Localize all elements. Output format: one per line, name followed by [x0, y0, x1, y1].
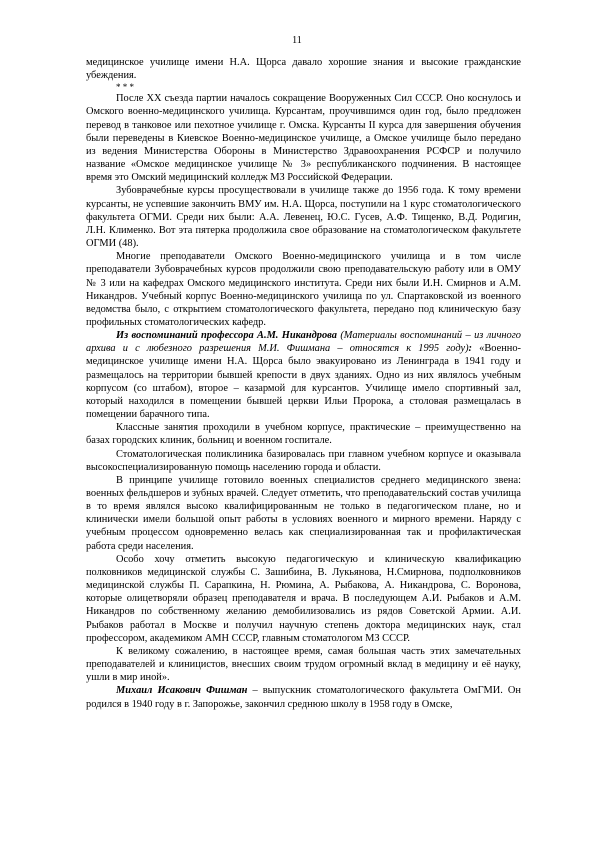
person-name: Михаил Исакович Фишман — [116, 685, 248, 697]
paragraph: медицинское училище имени Н.А. Щорса давало хорошие знания и высокие гражданские убеждения. — [86, 57, 521, 82]
paragraph: Стоматологическая поликлиника базировалась при главном учебном корпусе и оказывала высокоспециализированную помощь населению города и области. — [86, 448, 521, 473]
paragraph: Многие преподаватели Омского Военно-медицинского училища и в том числе преподаватели Зубоврачебных курсов продолжили свою преподавательскую работу или в ОМУ № 3 или на кафедрах Омского медицинского института. Среди них были И.Н. Смирнов и А.М. Никандров. Учебный корпус Военно-медицинского училища по ул. Спартаковской из военного ведомства было, с открытием стоматологического факультета, передано под клиническую базу профильных стоматологических кафедр. — [86, 251, 521, 328]
body-text — [86, 56, 521, 711]
paragraph — [86, 329, 521, 421]
paragraph: К великому сожалению, в настоящее время, самая большая часть этих замечательных преподавателей и клиницистов, внесших своим трудом огромный вклад в медицину и её науку, ушли в мир иной». — [86, 645, 521, 684]
paragraph: Классные занятия проходили в учебном корпусе, практические – преимущественно на базах городских клиник, больниц и военном госпитале. — [86, 422, 521, 447]
section-separator: * * * — [116, 82, 134, 93]
paragraph: После XX съезда партии началось сокращение Вооруженных Сил СССР. Оно коснулось и Омского военно-медицинского училища. Курсантам, проучившимся один год, было предложен перевод в танковое или пехотное училище г. Омска. Курсанты II курса для завершения обучения были переведены в Киевское Военно-медицинское училище, а Омское училище было передано из ведения Министерства Обороны в Министерство Здравоохранения РСФСР и получило название «Омское медицинское училище № 3» республиканского подчинения. В настоящее время это Омский медицинский колледж МЗ Российской Федерации. — [86, 93, 521, 184]
memoir-colon: : — [468, 343, 472, 355]
paragraph — [86, 684, 521, 710]
memoir-heading: Из воспоминаний профессора А.М. Никандрова — [116, 330, 337, 342]
paragraph: В принципе училище готовило военных специалистов среднего медицинского звена: военных фельдшеров и зубных врачей. Следует отметить, что преподавательский состав училища в то время являлся высоко квалифицированным не только в педагогическом плане, но и клинически имели большой опыт работы в условиях военного и мирного времени. Наряду с учебным процессом одновременно велась как специализированная так и профилактическая работа среди населения. — [86, 474, 521, 552]
paragraph: Особо хочу отметить высокую педагогическую и клиническую квалификацию полковников медицинской службы С. Зашибина, В. Лукьянова, Н.Смирнова, подполковников медицинской службы П. Сарапкина, Н. Рюмина, А. Рыбакова, А. Никандрова, С. Воронова, которые олицетворяли образец преподавателя и врача. В последующем А.И. Рыбаков и А.М. Никандров по собственному желанию демобилизовались из рядов Советской Армии. А.И. Рыбаков работал в Москве и получил научную степень доктора медицинских наук, стал профессором, академиком АМН СССР, главным стоматологом МЗ СССР. — [86, 553, 521, 644]
memoir-source-note: (Материалы воспоминаний – из личного архива и с любезного разрешения М.И. Фишмана – относятся к 1995 году) — [86, 330, 521, 355]
memoir-text: «Военно-медицинское училище имени Н.А. Щорса было эвакуировано из Ленинграда в 1941 году и размещалось на территории бывшей крепости в двух зданиях. Одно из них являлось учебным корпусом (со штабом), второе – казармой для курсантов. Училище имело спортивный зал, который находился в помещении бывшей церкви Ильи Пророка, а столовая размещалась в помещении барачного типа. — [86, 343, 521, 421]
page-number: 11 — [292, 35, 302, 46]
paragraph-text: – выпускник стоматологического факультета ОмГМИ. Он родился в 1940 году в г. Запорожье, закончил среднюю школу в 1958 году в Омске, — [86, 685, 521, 710]
paragraph: Зубоврачебные курсы просуществовали в училище также до 1956 года. К тому времени курсанты, не успевшие закончить ВМУ им. Н.А. Щорса, поступили на 1 курс стоматологического факультета ОГМИ. Среди них были: А.А. Левенец, Ю.С. Гусев, А.Ф. Тищенко, В.Д. Родигин, Л.Н. Клименко. Вот эта пятерка продолжила свое образование на стоматологическом факультете ОГМИ (48). — [86, 185, 521, 250]
